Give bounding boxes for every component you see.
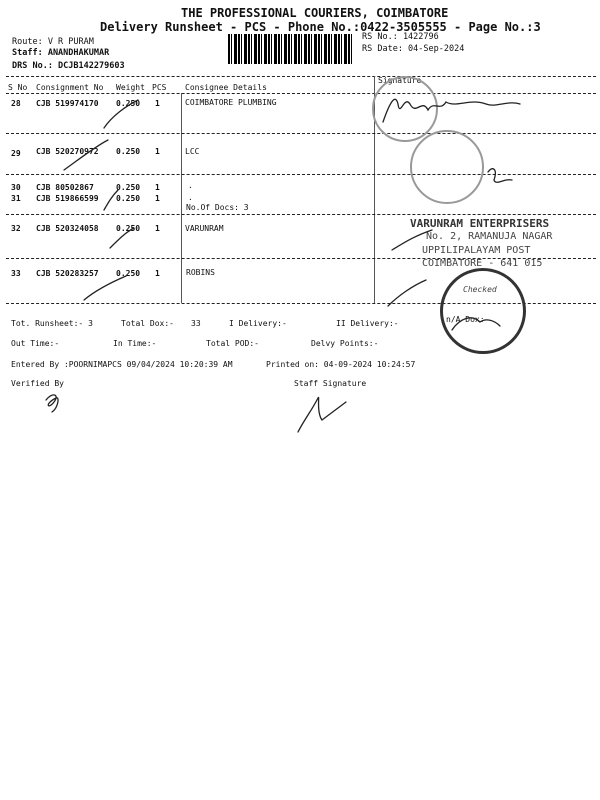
staff-signature-mark [298,397,346,432]
signature-row-32 [392,230,432,250]
row-29-pcs: 1 [155,147,160,156]
row-31-sno: 31 [11,194,21,203]
col-header-consignment: Consignment No [36,83,104,92]
robins-dox-text: n/A Dox:- [446,315,490,324]
row-33-consignee: ROBINS [186,268,215,277]
row-28-consignee: COIMBATORE PLUMBING [185,98,277,107]
signature-row-28 [383,99,520,122]
checkmark-row-29 [64,140,108,170]
varunram-stamp-line2: UPPILIPALAYAM POST [422,245,531,256]
signature-row-29 [488,169,512,183]
row-32-sno: 32 [11,224,21,233]
col-header-signature: Signature [378,76,422,85]
total-pod-label: Total POD:- [206,339,259,348]
row-31-consignment: CJB 519866599 [36,194,99,203]
row-31-weight: 0.250 [116,194,141,203]
row-30-weight: 0.250 [116,183,141,192]
ii-delivery-label: II Delivery:- [336,319,399,328]
signature-row-33-robins [452,318,500,330]
row-28-weight: 0.250 [116,99,141,108]
runsheet-subtitle: Delivery Runsheet - PCS - Phone No.:0422-3505555 - Page No.:3 [100,20,541,34]
row-29-weight: 0.250 [116,147,141,156]
row-32-consignment: CJB 520324058 [36,224,99,233]
rs-date: RS Date: 04-Sep-2024 [362,44,465,54]
row-28-consignment: CJB 519974170 [36,99,99,108]
entered-by: Entered By :POORNIMAPCS 09/04/2024 10:20:39 AM [11,360,233,369]
verified-by-label: Verified By [11,379,64,388]
row-32-pcs: 1 [155,224,160,233]
row-30-consignee: . [188,181,193,190]
tot-runsheet: Tot. Runsheet:- 3 [11,319,93,328]
checkmark-row-32 [110,228,134,248]
no-of-docs: No.Of Docs: 3 [186,203,249,212]
total-dox-label: Total Dox:- [121,319,174,328]
varunram-stamp-name: VARUNRAM ENTERPRISERS [410,217,550,230]
row-33-weight: 0.250 [116,269,141,278]
i-delivery-label: I Delivery:- [229,319,287,328]
printed-on: Printed on: 04-09-2024 10:24:57 [266,360,416,369]
row-29-consignee: LCC [185,147,200,156]
verified-by-initial [46,395,58,412]
drs-number: DRS No.: DCJB142279603 [12,61,125,71]
row-30-pcs: 1 [155,183,160,192]
row-33-sno: 33 [11,269,21,278]
staff-signature-label: Staff Signature [294,379,367,388]
col-header-consignee: Consignee Details [185,83,267,92]
total-dox-value: 33 [191,319,201,328]
col-header-sno: S No [8,83,28,92]
staff-label: Staff: ANANDHAKUMAR [12,48,110,58]
rs-number: RS No.: 1422796 [362,32,439,42]
row-28-sno: 28 [11,99,21,108]
checkmark-row-30 [104,190,118,210]
checkmark-row-28 [104,99,141,128]
robins-checked-text: Checked [463,285,497,294]
varunram-stamp-line3: COIMBATORE - 641 015 [422,258,543,269]
company-title: THE PROFESSIONAL COURIERS, COIMBATORE [181,6,449,20]
row-30-sno: 30 [11,183,21,192]
signature-row-33 [388,280,426,306]
row-28-pcs: 1 [155,99,160,108]
row-31-consignee: . [188,193,193,202]
row-33-pcs: 1 [155,269,160,278]
row-31-pcs: 1 [155,194,160,203]
row-33-consignment: CJB 520283257 [36,269,99,278]
row-29-consignment: CJB 520270972 [36,147,99,156]
row-32-weight: 0.250 [116,224,141,233]
col-header-pcs: PCS [152,83,167,92]
delvy-points-label: Delvy Points:- [311,339,379,348]
route-label: Route: V R PURAM [12,37,94,47]
row-32-consignee: VARUNRAM [185,224,224,233]
in-time-label: In Time:- [113,339,157,348]
row-30-consignment: CJB 80502867 [36,183,94,192]
col-header-weight: Weight [116,83,145,92]
checkmark-row-33 [84,276,126,300]
row-29-sno: 29 [11,149,21,158]
varunram-stamp-line1: No. 2, RAMANUJA NAGAR [426,231,553,242]
out-time-label: Out Time:- [11,339,60,348]
